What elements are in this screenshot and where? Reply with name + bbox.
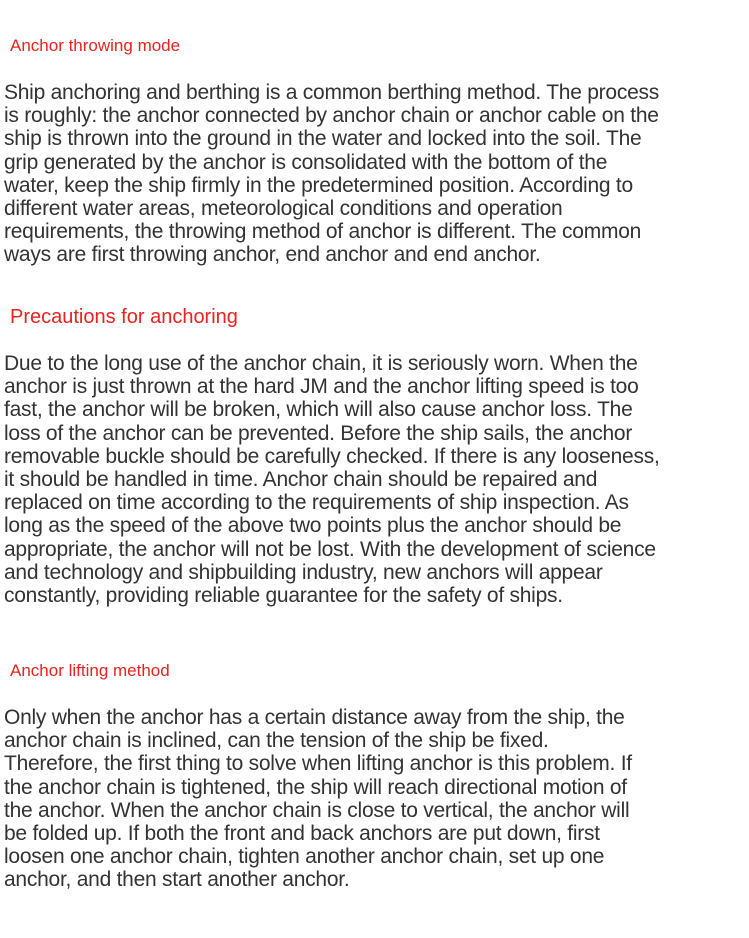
section-heading-precautions-for-anchoring: Precautions for anchoring [10,306,238,328]
section-paragraph-anchor-throwing-mode [4,81,745,267]
paragraph-line: requirements, the throwing method of anchor is different. The common [4,220,642,244]
paragraph-line: the anchor. When the anchor chain is close to vertical, the anchor will [4,798,630,822]
paragraph-line: be folded up. If both the front and back anchors are put down, first [4,822,600,846]
paragraph-line: the anchor chain is tightened, the ship will reach directional motion of [4,775,627,799]
section-heading-anchor-lifting-method: Anchor lifting method [10,661,170,680]
section-paragraph-anchor-lifting-method [4,706,745,892]
paragraph-line: appropriate, the anchor will not be lost. With the development of science [4,537,656,561]
paragraph-line: it should be handled in time. Anchor chain should be repaired and [4,468,598,492]
section-paragraph-precautions-for-anchoring [4,352,745,607]
paragraph-line: constantly, providing reliable guarantee for the safety of ships. [4,584,563,608]
paragraph-line: Therefore, the first thing to solve when lifting anchor is this problem. If [4,752,632,776]
paragraph-line: different water areas, meteorological conditions and operation [4,197,563,221]
paragraph-line: ways are first throwing anchor, end anchor and end anchor. [4,243,541,267]
paragraph-line: is roughly: the anchor connected by anchor chain or anchor cable on the [4,104,659,128]
paragraph-line: Due to the long use of the anchor chain, it is seriously worn. When the [4,352,638,375]
paragraph-line: water, keep the ship firmly in the predetermined position. According to [4,173,633,197]
paragraph-line: ship is thrown into the ground in the water and locked into the soil. The [4,127,642,151]
paragraph-line: grip generated by the anchor is consolidated with the bottom of the [4,150,608,174]
paragraph-line: long as the speed of the above two points plus the anchor should be [4,514,622,538]
paragraph-line: anchor, and then start another anchor. [4,868,350,892]
paragraph-line: loosen one anchor chain, tighten another anchor chain, set up one [4,845,605,869]
paragraph-line: anchor is just thrown at the hard JM and the anchor lifting speed is too [4,375,639,399]
paragraph-line: and technology and shipbuilding industry, new anchors will appear [4,560,603,584]
paragraph-line: removable buckle should be carefully checked. If there is any looseness, [4,444,660,468]
paragraph-line: fast, the anchor will be broken, which will also cause anchor loss. The [4,398,633,422]
paragraph-line: replaced on time according to the requirements of ship inspection. As [4,491,629,515]
paragraph-line: Ship anchoring and berthing is a common berthing method. The process [4,81,660,104]
paragraph-line: loss of the anchor can be prevented. Before the ship sails, the anchor [4,421,633,445]
paragraph-line: anchor chain is inclined, can the tension of the ship be fixed. [4,729,549,753]
paragraph-line: Only when the anchor has a certain distance away from the ship, the [4,706,625,729]
section-heading-anchor-throwing-mode: Anchor throwing mode [10,36,181,55]
